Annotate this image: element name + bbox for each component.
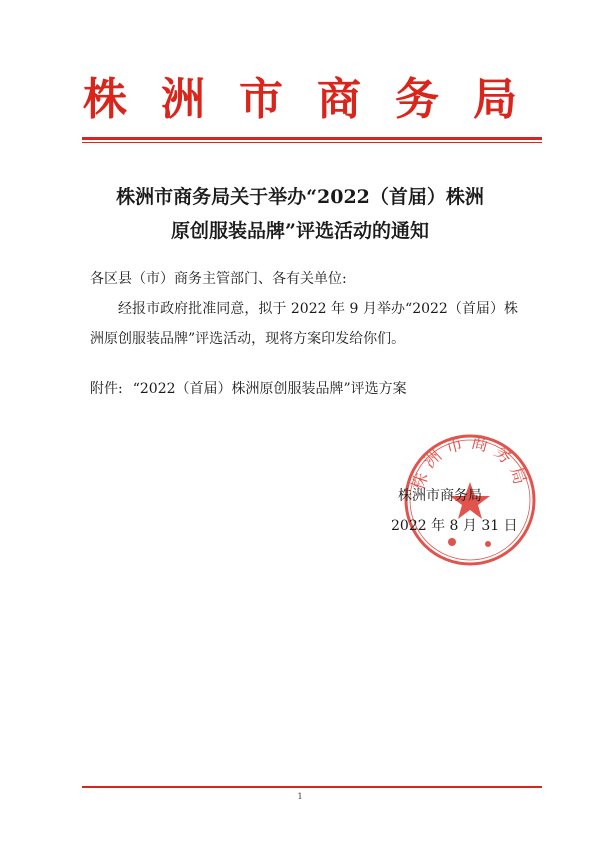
signature-organization: 株洲市商务局 [398, 488, 482, 504]
salutation: 各区县（市）商务主管部门、各有关单位: [90, 271, 347, 287]
attachment-text: “2022（首届）株洲原创服装品牌”评选方案 [132, 381, 407, 397]
masthead-title: 株洲市商务局 [83, 74, 551, 125]
signature-date: 2022 年 8 月 31 日 [391, 518, 518, 534]
masthead-rule-thin [82, 142, 542, 143]
masthead-rule-thick [82, 137, 542, 140]
attachment-line [90, 374, 407, 404]
document-title-line-2: 原创服装品牌”评选活动的通知 [171, 220, 429, 242]
document-title-line-1: 株洲市商务局关于举办“2022（首届）株洲 [116, 186, 484, 208]
body-paragraph: 经报市政府批准同意，拟于 2022 年 9 月举办“2022（首届）株洲原创服装品牌”评选活动，现将方案印发给你们。 [90, 301, 518, 347]
footer-rule [82, 786, 542, 788]
seal-text: 株洲市商务局 [408, 432, 532, 493]
page-number: 1 [297, 792, 303, 801]
document-title [70, 180, 530, 248]
attachment-label: 附件: [90, 381, 123, 397]
